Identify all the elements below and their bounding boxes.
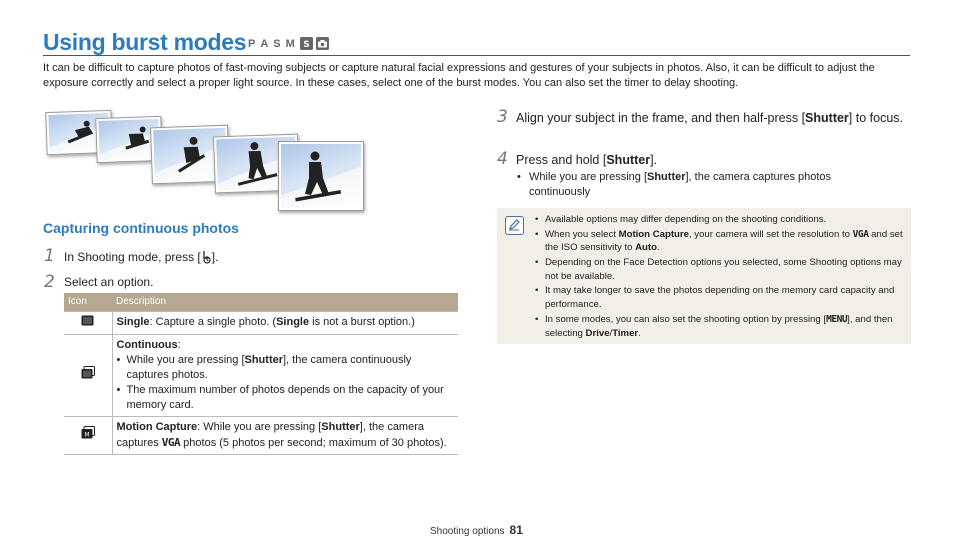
mode-indicators <box>248 37 329 50</box>
step-1-text: In Shooting mode, press [ ]. <box>64 249 218 268</box>
notes-box <box>497 208 911 344</box>
motion-capture-icon <box>81 430 95 442</box>
step-2-number: 2 <box>44 272 55 292</box>
svg-text:M: M <box>84 431 90 439</box>
drive-timer-icon <box>201 250 212 268</box>
notes-list <box>535 213 907 341</box>
motion-capture-description: Motion Capture: While you are pressing [Shutter], the camera captures VGA photos (5 photos per second; maximum of 30 photos). <box>112 416 458 454</box>
mode-p: P <box>248 37 258 50</box>
mode-a: A <box>260 37 271 50</box>
list-item: • Depending on the Face Detection options you selected, some Shooting options may not be available. <box>535 256 907 284</box>
vga-resolution-icon: VGA <box>852 228 869 240</box>
menu-button-icon: MENU <box>826 313 848 325</box>
table-row <box>64 334 458 416</box>
step-4-sub-bullet: • While you are pressing [Shutter], the camera captures photos continuously <box>517 170 877 200</box>
step-4-number: 4 <box>497 149 508 169</box>
step-2-text: Select an option. <box>64 275 154 289</box>
footer-section-label: Shooting options <box>430 526 505 537</box>
list-item: • When you select Motion Capture, your camera will set the resolution to VGA and set the ISO sensitivity to Auto. <box>535 228 907 256</box>
table-row <box>64 311 458 334</box>
single-shot-icon <box>81 317 94 329</box>
page-title: Using burst modes <box>43 29 247 55</box>
column-header-description: Description <box>112 293 458 311</box>
burst-photo-5 <box>278 141 364 211</box>
continuous-shot-icon <box>81 370 95 382</box>
column-header-icon: Icon <box>64 293 112 311</box>
mode-m: M <box>285 37 297 50</box>
table-row <box>64 416 458 454</box>
list-item: • In some modes, you can also set the shooting option by pressing [MENU], and then selecting Drive/Timer. <box>535 313 907 341</box>
footer <box>430 523 523 537</box>
continuous-description: Continuous: • While you are pressing [Shutter], the camera continuously captures photos. • The maximum number of photos depends on the capacity of your memory card. <box>112 334 458 416</box>
vga-resolution-icon: VGA <box>161 435 181 449</box>
scene-s-icon <box>300 37 313 50</box>
intro-paragraph: It can be difficult to capture photos of fast-moving subjects or capture natural facial expressions and gestures of your subjects in photos. Also, it can be difficult to adjust the exposure correctly and select a proper light source. In these cases, select one of the burst modes. You can also set the timer to delay shooting. <box>43 62 875 89</box>
note-pencil-icon <box>505 216 524 235</box>
title-row <box>43 28 910 56</box>
mode-s: S <box>273 37 283 50</box>
options-table <box>64 293 458 455</box>
section-heading: Capturing continuous photos <box>43 220 239 236</box>
burst-photo-illustration <box>44 108 364 213</box>
list-item: • It may take longer to save the photos depending on the memory card capacity and performance. <box>535 284 907 312</box>
step-4-text: Press and hold [Shutter]. <box>516 153 658 167</box>
step-1-number: 1 <box>44 246 55 266</box>
single-description: Single: Capture a single photo. (Single is not a burst option.) <box>112 311 458 334</box>
step-3-number: 3 <box>497 107 508 127</box>
page-number: 81 <box>509 523 523 537</box>
step-3-text: Align your subject in the frame, and then half-press [Shutter] to focus. <box>516 111 903 125</box>
camera-icon <box>316 37 329 50</box>
list-item: • Available options may differ depending on the shooting conditions. <box>535 213 907 227</box>
svg-text:S: S <box>303 40 310 50</box>
